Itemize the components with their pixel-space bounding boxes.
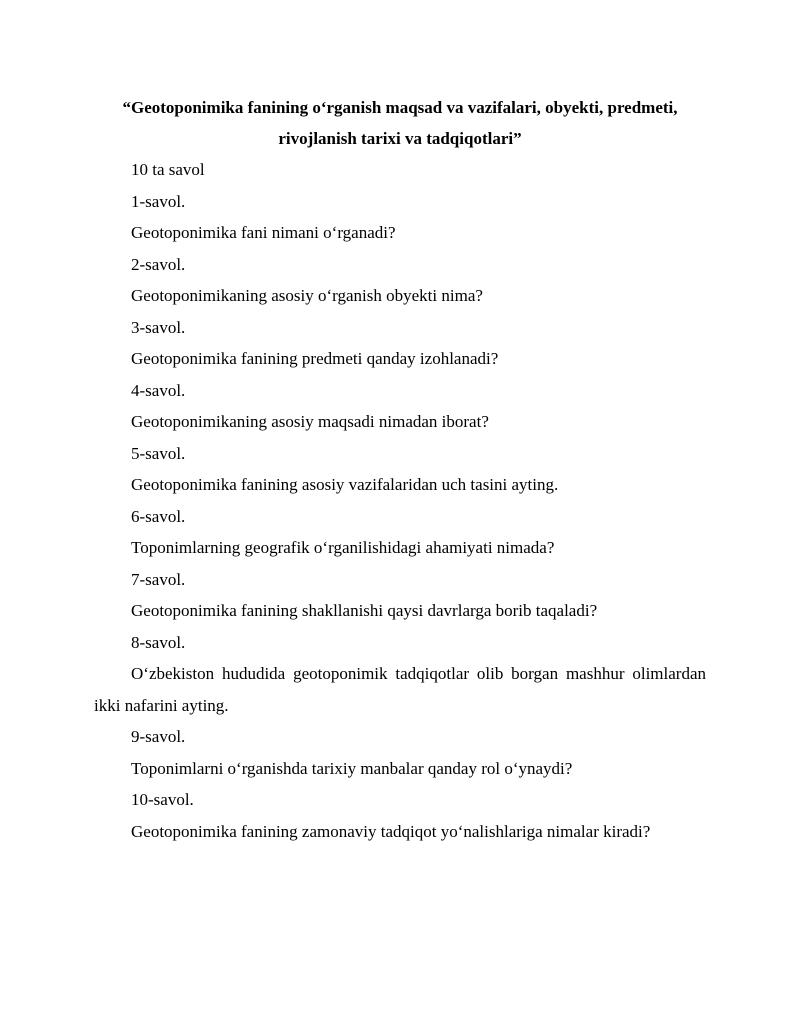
title-line-2: rivojlanish tarixi va tadqiqotlari” [278, 129, 522, 148]
title-line-1: “Geotoponimika fanining o‘rganish maqsad va vazifalari, obyekti, predmeti, [122, 98, 678, 117]
question-text: Toponimlarning geografik o‘rganilishidagi ahamiyati nimada? [131, 538, 555, 557]
question-label: 10-savol. [131, 790, 194, 809]
question-label: 9-savol. [131, 727, 186, 746]
question-label: 6-savol. [131, 506, 186, 526]
question-label: 7-savol. [131, 569, 186, 589]
question-text: O‘zbekiston hududida geotoponimik tadqiqotlar olib borgan mashhur olimlardan ikki nafarini ayting. [94, 664, 706, 715]
document-title [94, 92, 706, 154]
question-text: Geotoponimika fanining predmeti qanday izohlanadi? [131, 349, 499, 368]
question-text: Geotoponimika fani nimani o‘rganadi? [131, 223, 396, 242]
question-label: 5-savol. [131, 443, 186, 463]
question-label: 1-savol. [131, 191, 186, 211]
question-text: Geotoponimika fanining zamonaviy tadqiqot yo‘nalishlariga nimalar kiradi? [131, 821, 651, 841]
question-label: 3-savol. [131, 317, 186, 337]
question-label: 4-savol. [131, 380, 186, 400]
question-label: 8-savol. [131, 632, 186, 652]
question-count: 10 ta savol [131, 160, 205, 179]
question-text: Toponimlarni o‘rganishda tarixiy manbalar qanday rol o‘ynaydi? [131, 758, 573, 778]
question-label: 2-savol. [131, 254, 186, 274]
document-page [94, 92, 706, 847]
question-text: Geotoponimikaning asosiy o‘rganish obyekti nima? [131, 286, 483, 305]
question-text: Geotoponimika fanining shakllanishi qaysi davrlarga borib taqaladi? [131, 601, 598, 620]
question-text: Geotoponimikaning asosiy maqsadi nimadan iborat? [131, 412, 489, 431]
question-text: Geotoponimika fanining asosiy vazifalaridan uch tasini ayting. [131, 475, 559, 494]
